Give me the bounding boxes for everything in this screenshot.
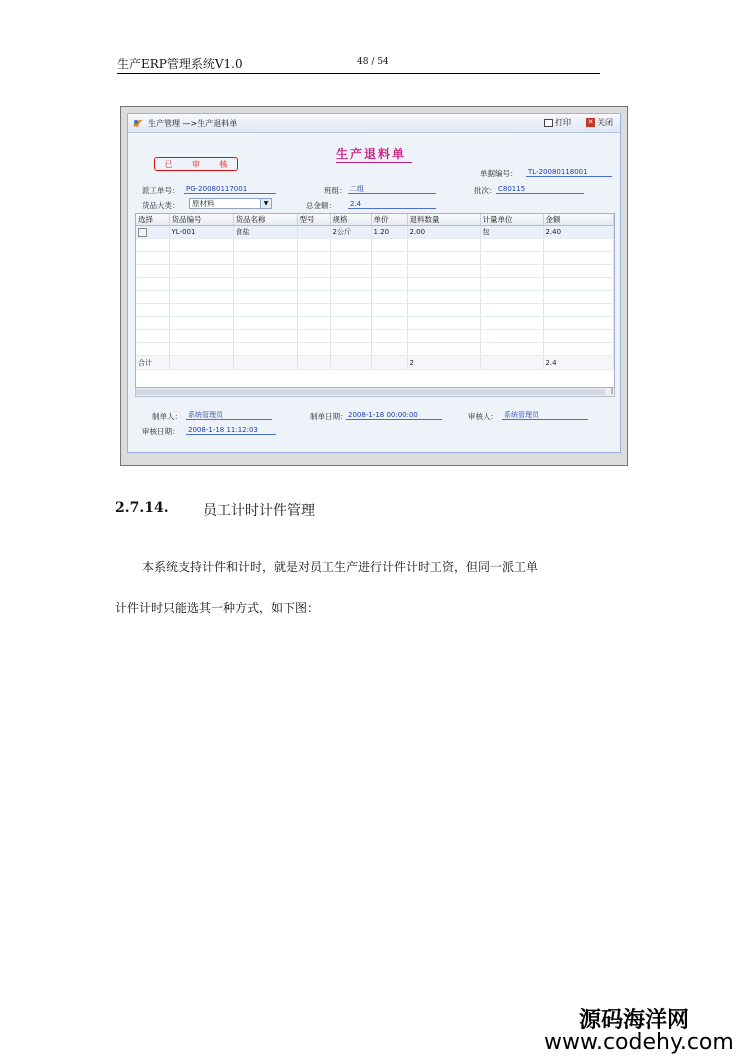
chevron-down-icon[interactable]: ▼ [260,199,271,208]
make-date-label: 制单日期： [310,412,348,421]
empty-row [136,252,614,265]
make-date-field[interactable]: 2008-1-18 00:00:00 [346,410,442,420]
audit-date-field[interactable]: 2008-1-18 11:12:03 [186,425,276,435]
col-spec[interactable]: 规格 [330,214,371,226]
close-icon: ✕ [587,118,594,126]
stamp-char: 已 [164,159,173,169]
section-title: 员工计时计件管理 [203,503,315,519]
total-amount: 2.4 [543,356,614,370]
empty-row [136,330,614,343]
col-item-code[interactable]: 货品编号 [169,214,233,226]
col-model[interactable]: 型号 [297,214,330,226]
header-divider [117,73,600,74]
printer-icon [544,119,553,127]
scrollbar-thumb[interactable] [136,389,605,395]
print-button[interactable] [544,117,571,128]
stamp-char: 核 [219,159,228,169]
page-number: 48 / 54 [357,57,389,67]
empty-row [136,317,614,330]
team-label: 班组： [324,186,347,195]
batch-label: 批次： [474,186,497,195]
document-header-title: 生产ERP管理系统V1.0 [117,57,243,71]
maker-field[interactable]: 系统管理员 [186,410,272,420]
col-amount[interactable]: 金额 [543,214,614,226]
doc-no-field[interactable]: TL-20080118001 [526,167,612,177]
category-value: 原材料 [192,199,215,208]
form-title: 生产退料单 [336,147,407,161]
category-select[interactable] [189,198,272,209]
app-logo-icon [132,117,144,129]
watermark-title: 源码海洋网 [579,1008,690,1033]
auditor-field[interactable]: 系统管理员 [502,410,588,420]
print-label: 打印 [555,118,571,127]
form-title-underline [336,162,412,163]
audit-date-label: 审核日期： [142,427,180,436]
screenshot-frame [120,106,628,466]
row-checkbox[interactable] [138,228,147,237]
cell-item-name: 食盐 [233,226,297,239]
col-price[interactable]: 单价 [371,214,407,226]
empty-row [136,239,614,252]
empty-row [136,343,614,356]
stamp-char: 审 [191,159,200,169]
total-label: 合计 [136,356,169,370]
empty-row [136,304,614,317]
maker-label: 制单人： [152,412,182,421]
cell-price: 1.20 [371,226,407,239]
section-number: 2.7.14. [115,500,169,516]
horizontal-scrollbar[interactable] [135,388,615,397]
empty-row [136,278,614,291]
cell-spec: 2公斤 [330,226,371,239]
table-row[interactable] [136,226,614,239]
cell-item-code: YL-001 [169,226,233,239]
close-button[interactable] [586,117,613,128]
empty-row [136,265,614,278]
total-amount-label: 总金额： [306,201,336,210]
doc-no-label: 单据编号： [480,169,518,178]
dispatch-no-label: 派工单号： [142,186,180,195]
batch-field[interactable]: C80115 [496,184,584,194]
return-order-window [127,113,621,453]
cell-model [297,226,330,239]
grid-header-row [136,214,614,226]
cell-amount: 2.40 [543,226,614,239]
cell-unit: 包 [480,226,543,239]
total-qty: 2 [407,356,480,370]
col-unit[interactable]: 计量单位 [480,214,543,226]
col-return-qty[interactable]: 退料数量 [407,214,480,226]
watermark-url: www.codehy.com [544,1030,734,1055]
empty-row [136,291,614,304]
auditor-label: 审核人： [468,412,498,421]
col-item-name[interactable]: 货品名称 [233,214,297,226]
col-select[interactable]: 选择 [136,214,169,226]
total-amount-field[interactable]: 2.4 [348,199,436,209]
cell-qty: 2.00 [407,226,480,239]
paragraph-line-2: 计件计时只能选其一种方式，如下图： [115,601,320,615]
window-titlebar [128,114,620,133]
total-row [136,356,614,370]
team-field[interactable]: 二组 [348,184,436,194]
category-label: 货品大类： [142,201,180,210]
dispatch-no-field[interactable]: PG-20080117001 [184,184,276,194]
approved-stamp [154,157,238,171]
scroll-end-icon[interactable]: | [610,388,613,395]
close-label: 关闭 [597,118,613,127]
breadcrumb: 生产管理 —>生产退料单 [148,119,238,128]
items-grid [135,213,615,388]
paragraph-line-1: 本系统支持计件和计时，就是对员工生产进行计件计时工资，但同一派工单 [142,560,539,574]
